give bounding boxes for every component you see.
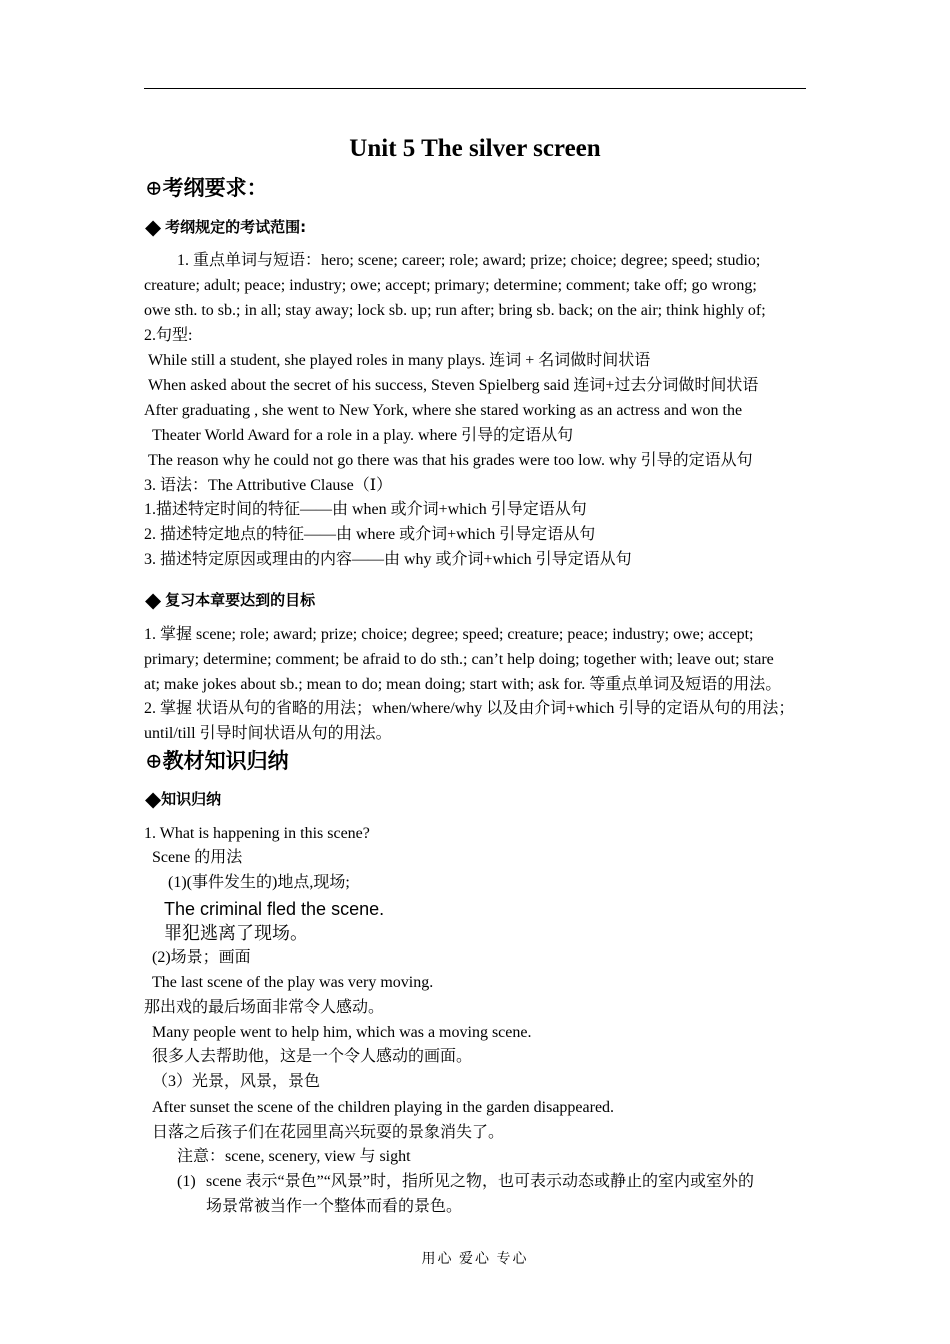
- grammar-item-2: 2. 描述特定地点的特征——由 where 或介词+which 引导定语从句: [144, 526, 596, 543]
- goals-line-1: 1. 掌握 scene; role; award; prize; choice; degree; speed; creature; peace; industry; owe; accept;: [144, 626, 754, 643]
- sentence-3b: Theater World Award for a role in a play. where 引导的定语从句: [152, 427, 574, 444]
- example-3-en: Many people went to help him, which was a moving scene.: [152, 1024, 532, 1041]
- grammar-item-3: 3. 描述特定原因或理由的内容——由 why 或介词+which 引导定语从句: [144, 551, 632, 568]
- goals-line-5: until/till 引导时间状语从句的用法。: [144, 725, 392, 742]
- meaning-3: （3）光景，风景，景色: [152, 1073, 321, 1090]
- sentence-3a: After graduating , she went to New York, where she stared working as an actress and won the: [144, 402, 743, 419]
- example-1-cn: 罪犯逃离了现场。: [164, 923, 308, 943]
- note-heading: 注意：scene, scenery, view 与 sight: [177, 1148, 411, 1165]
- circle-plus-icon: ⊕: [145, 176, 163, 200]
- vocab-line-2: creature; adult; peace; industry; owe; accept; primary; determine; comment; take off; go wrong;: [144, 277, 757, 294]
- example-1-en: The criminal fled the scene.: [164, 899, 385, 919]
- note-1-line-a: scene 表示“景色”“风景”时，指所见之物，也可表示动态或静止的室内或室外的: [206, 1173, 754, 1190]
- usage-heading: Scene 的用法: [152, 849, 243, 866]
- subheading-review-goals: ◆ 复习本章要达到的目标: [145, 588, 316, 612]
- example-2-en: The last scene of the play was very moving.: [152, 974, 434, 991]
- subheading-knowledge-summary: ◆知识归纳: [145, 787, 222, 811]
- meaning-1: (1)(事件发生的)地点,现场;: [168, 874, 350, 891]
- section-heading-textbook-knowledge: ⊕教材知识归纳: [145, 749, 289, 773]
- goals-line-3: at; make jokes about sb.; mean to do; mean doing; start with; ask for. 等重点单词及短语的用法。: [144, 676, 782, 693]
- section-heading-exam-requirements: ⊕考纲要求：: [145, 176, 268, 200]
- page-title: Unit 5 The silver screen: [349, 135, 601, 162]
- goals-line-2: primary; determine; comment; be afraid to do sth.; can’t help doing; together with; leave out; stare: [144, 651, 774, 668]
- diamond-icon: ◆: [145, 588, 162, 612]
- sentence-4: The reason why he could not go there was that his grades were too low. why 引导的定语从句: [148, 452, 753, 469]
- subheading-exam-scope: ◆ 考纲规定的考试范围:: [145, 215, 307, 239]
- goals-line-4: 2. 掌握 状语从句的省略的用法；when/where/why 以及由介词+which 引导的定语从句的用法；: [144, 700, 795, 717]
- page-footer: 用心 爱心 专心: [421, 1252, 529, 1267]
- sentence-1: While still a student, she played roles in many plays. 连词 + 名词做时间状语: [148, 352, 651, 369]
- note-1-number: (1): [177, 1173, 196, 1190]
- header-rule: [144, 88, 806, 89]
- sentence-2: When asked about the secret of his success, Steven Spielberg said 连词+过去分词做时间状语: [148, 377, 759, 394]
- example-3-cn: 很多人去帮助他，这是一个令人感动的画面。: [152, 1048, 473, 1065]
- knowledge-question-1: 1. What is happening in this scene?: [144, 825, 370, 842]
- example-2-cn: 那出戏的最后场面非常令人感动。: [144, 999, 385, 1016]
- grammar-heading: 3. 语法：The Attributive Clause（Ⅰ）: [144, 477, 393, 494]
- circle-plus-icon: ⊕: [145, 749, 163, 773]
- diamond-icon: ◆: [145, 215, 162, 239]
- vocab-line-3: owe sth. to sb.; in all; stay away; lock sb. up; run after; bring sb. back; on the air; think highly of;: [144, 302, 766, 319]
- diamond-icon: ◆: [145, 787, 162, 811]
- example-4-en: After sunset the scene of the children playing in the garden disappeared.: [152, 1099, 615, 1116]
- sentence-heading: 2.句型:: [144, 327, 193, 344]
- vocab-line-1: 1. 重点单词与短语：hero; scene; career; role; award; prize; choice; degree; speed; studio;: [177, 252, 761, 269]
- example-4-cn: 日落之后孩子们在花园里高兴玩耍的景象消失了。: [152, 1124, 505, 1141]
- meaning-2: (2)场景；画面: [152, 949, 251, 966]
- note-1-line-b: 场景常被当作一个整体而看的景色。: [206, 1198, 463, 1215]
- grammar-item-1: 1.描述特定时间的特征——由 when 或介词+which 引导定语从句: [144, 501, 587, 518]
